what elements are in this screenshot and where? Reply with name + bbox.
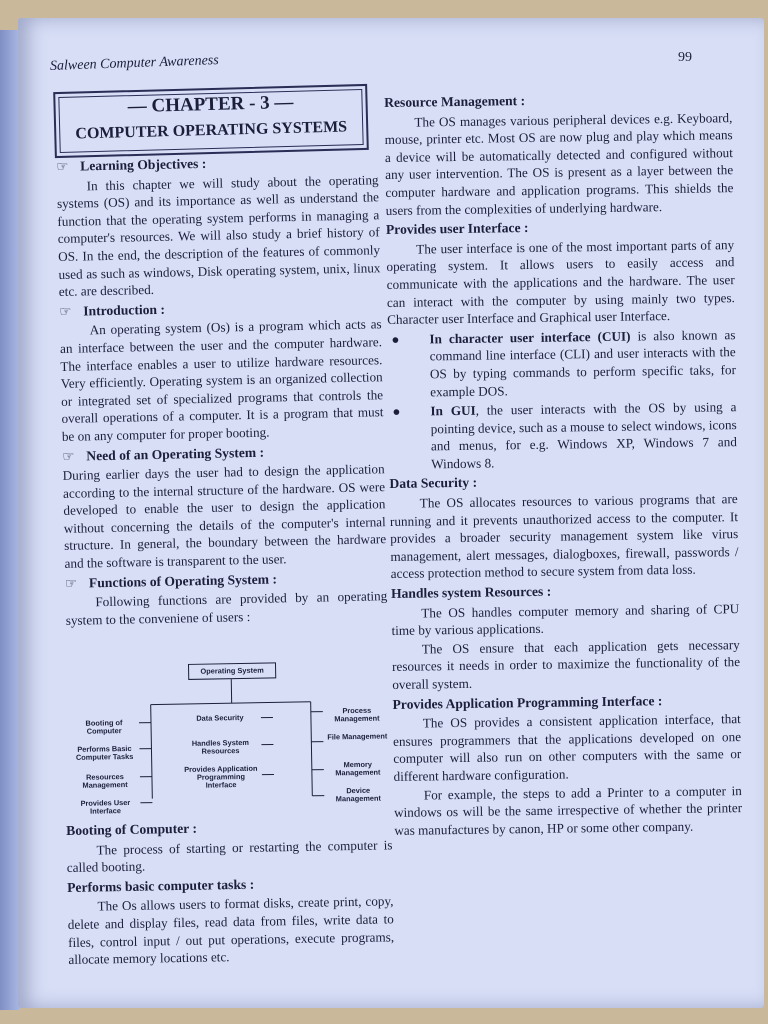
functions-text: Following functions are provided by an operating system to the conveniene of users : [65,588,388,628]
introduction-heading: ☞ Introduction : [59,301,166,319]
diagram-node-basic-tasks: Performs Basic Computer Tasks [75,743,134,762]
resource-management-text: The OS manages various peripheral devices e.g. Keyboard, mouse, printer etc. Most OS are now plug and play which means a device will be automatically detected and configured without any user intervention. The OS is present as a layer between the computer hardware and application programs. This shields the users from the complexities of underlying hardware. [384,109,734,218]
functions-heading: ☞ Functions of Operating System : [64,571,278,591]
chapter-subtitle: COMPUTER OPERATING SYSTEMS [75,118,348,143]
diagram-node-device: Device Management [335,785,382,804]
pointing-hand-icon: ☞ [64,575,78,591]
api-heading: Provides Application Programming Interface : [392,692,663,712]
diagram-root-node: Operating System [188,662,276,680]
pointing-hand-icon: ☞ [59,303,72,319]
running-header: Salween Computer Awareness [49,53,219,74]
pointing-hand-icon: ☞ [56,158,69,174]
learning-objectives-heading: ☞ Learning Objectives : [56,155,207,174]
book-spine-edge [0,30,20,1010]
api-text-2: For example, the steps to add a Printer to a computer in windows os will be the same irrespective of whether the printer was manufactures by canon, HP or some other company. [393,782,743,838]
bullet-gui-bold: In GUI [430,402,476,419]
introduction-text: An operating system (Os) is a program which acts as an interface between the user and the computer hardware. The interface enables a user to utilize hardware resources. Very efficiently. Operating system is an organized collection or integrated set of specialized programs that controls the overall operations of a computer. It is a program that must be on any computer for proper booting. [59,316,384,444]
bullet-icon: ● [391,331,400,347]
bullet-cui-bold: In character user interface (CUI) [429,328,631,347]
data-security-heading: Data Security : [389,475,478,492]
diagram-node-process: Process Management [334,705,380,724]
right-column [384,87,742,840]
left-column [56,149,388,630]
bullet-cui [387,326,736,401]
diagram-node-api: Provides Application Programming Interface [184,763,258,790]
diagram-node-system-resources: Handles System Resources [191,737,249,756]
learning-objectives-text: In this chapter we will study about the operating systems (OS) and its importance as well as understand the function that the operating system performs in managing a computer's resources. We will also study a brief history of OS. In the end, the description of the features of commonly used as such as windows, Disk operating system, unix, linux etc. are described. [56,171,381,300]
bullet-gui [388,398,737,473]
system-resources-heading: Handles system Resources : [390,583,552,601]
bullet-cui-text: is also known as command line interface (CLI) and user interacts with the OS by typing commands to perform specific taks, for example DOS. [429,326,737,399]
booting-text: The process of starting or restarting the computer is called booting. [66,836,393,876]
bullet-icon: ● [392,403,401,420]
pointing-hand-icon: ☞ [62,448,75,464]
left-column-lower [66,814,395,969]
diagram-node-booting: Booting of Computer [85,718,123,736]
resource-management-heading: Resource Management : [384,93,526,110]
system-resources-text-1: The OS handles computer memory and sharing of CPU time by various applications. [391,600,740,639]
need-text: During earlier days the user had to design the application according to the internal structure of the hardware. OS were developed to enable the user to design the application without concerning the details of the computer's internal structure. In general, the boundary between the hardware and the software is transparent to the user. [62,461,387,571]
need-heading: ☞ Need of an Operating System : [62,444,265,464]
user-interface-heading: Provides user Interface : [385,220,529,238]
page-number: 99 [678,50,692,65]
booting-heading: Booting of Computer : [66,820,198,838]
diagram-node-file: File Management [327,731,388,742]
diagram-node-data-security: Data Security [196,712,244,723]
chapter-title-box [53,84,369,158]
diagram-node-memory: Memory Management [335,759,381,778]
diagram-node-resources: Resources Management [82,772,128,790]
data-security-text: The OS allocates resources to various programs that are running and it prevents unauthorized access to the computer. It provides a broader security management system like virus management, alert messages, dialogboxes, firewall, passwords / access protection method to secure system from data loss. [389,491,739,582]
basic-tasks-text: The Os allows users to format disks, create print, copy, delete and display files, read data from files, write data to files, control input / out put operations, execute programs, allocate memory locations etc. [67,893,395,968]
os-functions-diagram [70,660,393,816]
api-text-1: The OS provides a consistent application interface, that ensures programmers that the applications developed on one computer will also run on other computers with the same or different hardware configuration. [392,711,742,784]
user-interface-text: The user interface is one of the most important parts of any operating system. It allows users to easily access and communicate with the applications and the hardware. The user can interact with the computer by using mainly two types. Character user Interface and Graphical user Interface. [386,236,736,328]
bullet-gui-text: , the user interacts with the OS by using a pointing device, such as a mouse to select windows, icons and menus, for e.g. Windows XP, Windows 7 and Windows 8. [430,399,738,472]
diagram-node-user-interface: Provides User Interface [80,797,131,816]
basic-tasks-heading: Performs basic computer tasks : [67,876,255,895]
system-resources-text-2: The OS ensure that each application gets necessary resources it needs in order to maximize the functionality of the overall system. [391,636,741,692]
chapter-number: — CHAPTER - 3 — [127,91,294,118]
